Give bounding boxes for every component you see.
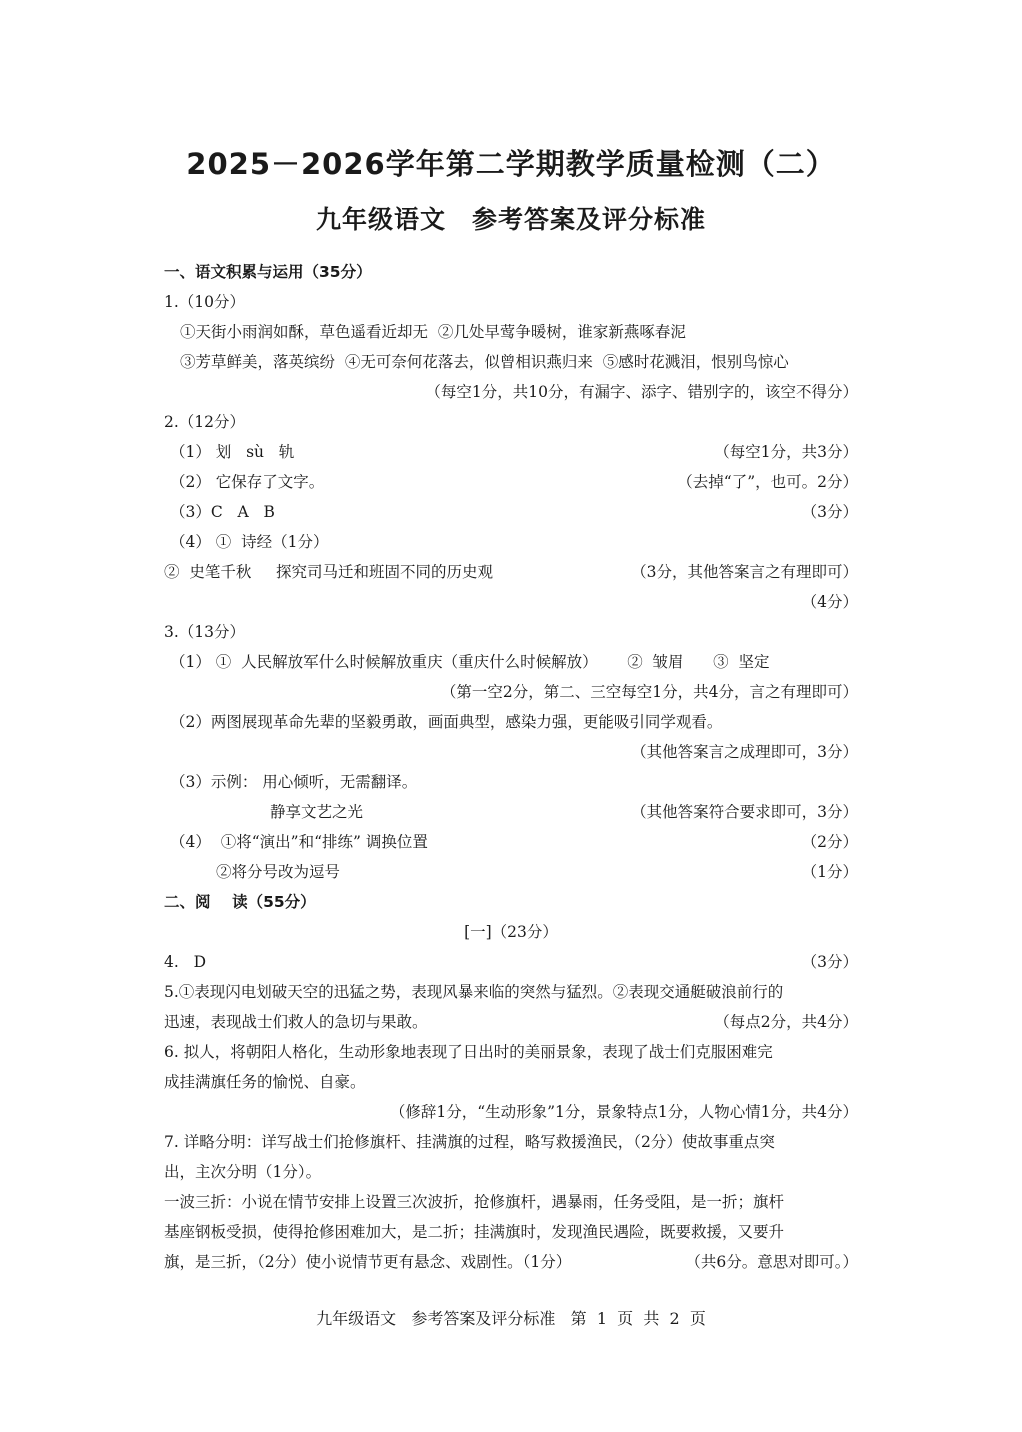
q1-line2: ③芳草鲜美，落英缤纷 ④无可奈何花落去，似曾相识燕归来 ⑤感时花溅泪，恨别鸟惊心 bbox=[180, 353, 789, 371]
q1-line1: ①天街小雨润如酥，草色遥看近却无 ②几处早莺争暖树，谁家新燕啄春泥 bbox=[180, 323, 686, 341]
q4: 4. D （3分） bbox=[164, 953, 858, 971]
q3-sub4b: ②将分号改为逗号 （1分） bbox=[216, 863, 858, 881]
q3-label: 3.（13分） bbox=[164, 623, 246, 641]
section-heading-1: 一、语文积累与运用（35分） bbox=[164, 263, 372, 281]
q2-sub4: （4） ① 诗经（1分） bbox=[170, 533, 329, 551]
page-footer: 九年级语文 参考答案及评分标准 第 1 页 共 2 页 bbox=[316, 1309, 706, 1328]
q3-sub4: （4） ①将“演出”和“排练” 调换位置 （2分） bbox=[170, 833, 858, 851]
q3-sub3b: 静享文艺之光 （其他答案符合要求即可，3分） bbox=[270, 803, 858, 821]
q6-line2: 成挂满旗任务的愉悦、自豪。 bbox=[164, 1073, 366, 1091]
reading-part-1: [一]（23分） bbox=[464, 923, 558, 941]
q2-sub1: （1） 划 sù 轨 （每空1分，共3分） bbox=[170, 443, 858, 461]
q3-sub2: （2）两图展现革命先辈的坚毅勇敢，画面典型，感染力强，更能吸引同学观看。 bbox=[170, 713, 723, 731]
q3-sub2-score: （其他答案言之成理即可，3分） bbox=[631, 743, 858, 761]
q7-line1: 7. 详略分明：详写战士们抢修旗杆、挂满旗的过程，略写救援渔民，（2分）使故事重点突 bbox=[164, 1133, 775, 1151]
q6-score: （修辞1分，“生动形象”1分，景象特点1分，人物心情1分，共4分） bbox=[389, 1103, 858, 1121]
q1-label: 1.（10分） bbox=[164, 293, 246, 311]
q7-line4: 基座钢板受损，使得抢修困难加大，是二折；挂满旗时，发现渔民遇险，既要救援，又要升 bbox=[164, 1223, 785, 1241]
q7-line3: 一波三折：小说在情节安排上设置三次波折，抢修旗杆，遇暴雨，任务受阻，是一折；旗杆 bbox=[164, 1193, 785, 1211]
page-title: 2025－2026学年第二学期教学质量检测（二） bbox=[186, 147, 836, 181]
q3-sub3: （3）示例： 用心倾听，无需翻译。 bbox=[170, 773, 418, 791]
page-subtitle: 九年级语文 参考答案及评分标准 bbox=[315, 205, 706, 234]
q1-score: （每空1分，共10分，有漏字、添字、错别字的，该空不得分） bbox=[425, 383, 858, 401]
section-heading-2: 二、阅 读（55分） bbox=[164, 893, 316, 911]
q2-sub4b: ② 史笔千秋 探究司马迁和班固不同的历史观 （3分，其他答案言之有理即可） bbox=[164, 563, 858, 581]
q2-sub2: （2） 它保存了文字。 （去掉“了”，也可。2分） bbox=[170, 473, 858, 491]
q7-line2: 出，主次分明（1分）。 bbox=[164, 1163, 322, 1181]
q3-sub1-score: （第一空2分，第二、三空每空1分，共4分，言之有理即可） bbox=[440, 683, 858, 701]
q2-sub3: （3）C A B （3分） bbox=[170, 503, 858, 521]
q2-label: 2.（12分） bbox=[164, 413, 246, 431]
q5-line2: 迅速，表现战士们救人的急切与果敢。 （每点2分，共4分） bbox=[164, 1013, 858, 1031]
q2-total: （4分） bbox=[801, 593, 858, 611]
q6-line1: 6. 拟人，将朝阳人格化，生动形象地表现了日出时的美丽景象，表现了战士们克服困难完 bbox=[164, 1043, 773, 1061]
q7-line5: 旗，是三折，（2分）使小说情节更有悬念、戏剧性。（1分） （共6分。意思对即可。） bbox=[164, 1253, 858, 1271]
q5-line1: 5.①表现闪电划破天空的迅猛之势，表现风暴来临的突然与猛烈。②表现交通艇破浪前行的 bbox=[164, 983, 784, 1001]
q3-sub1: （1） ① 人民解放军什么时候解放重庆（重庆什么时候解放） ② 皱眉 ③ 坚定 bbox=[170, 653, 770, 671]
